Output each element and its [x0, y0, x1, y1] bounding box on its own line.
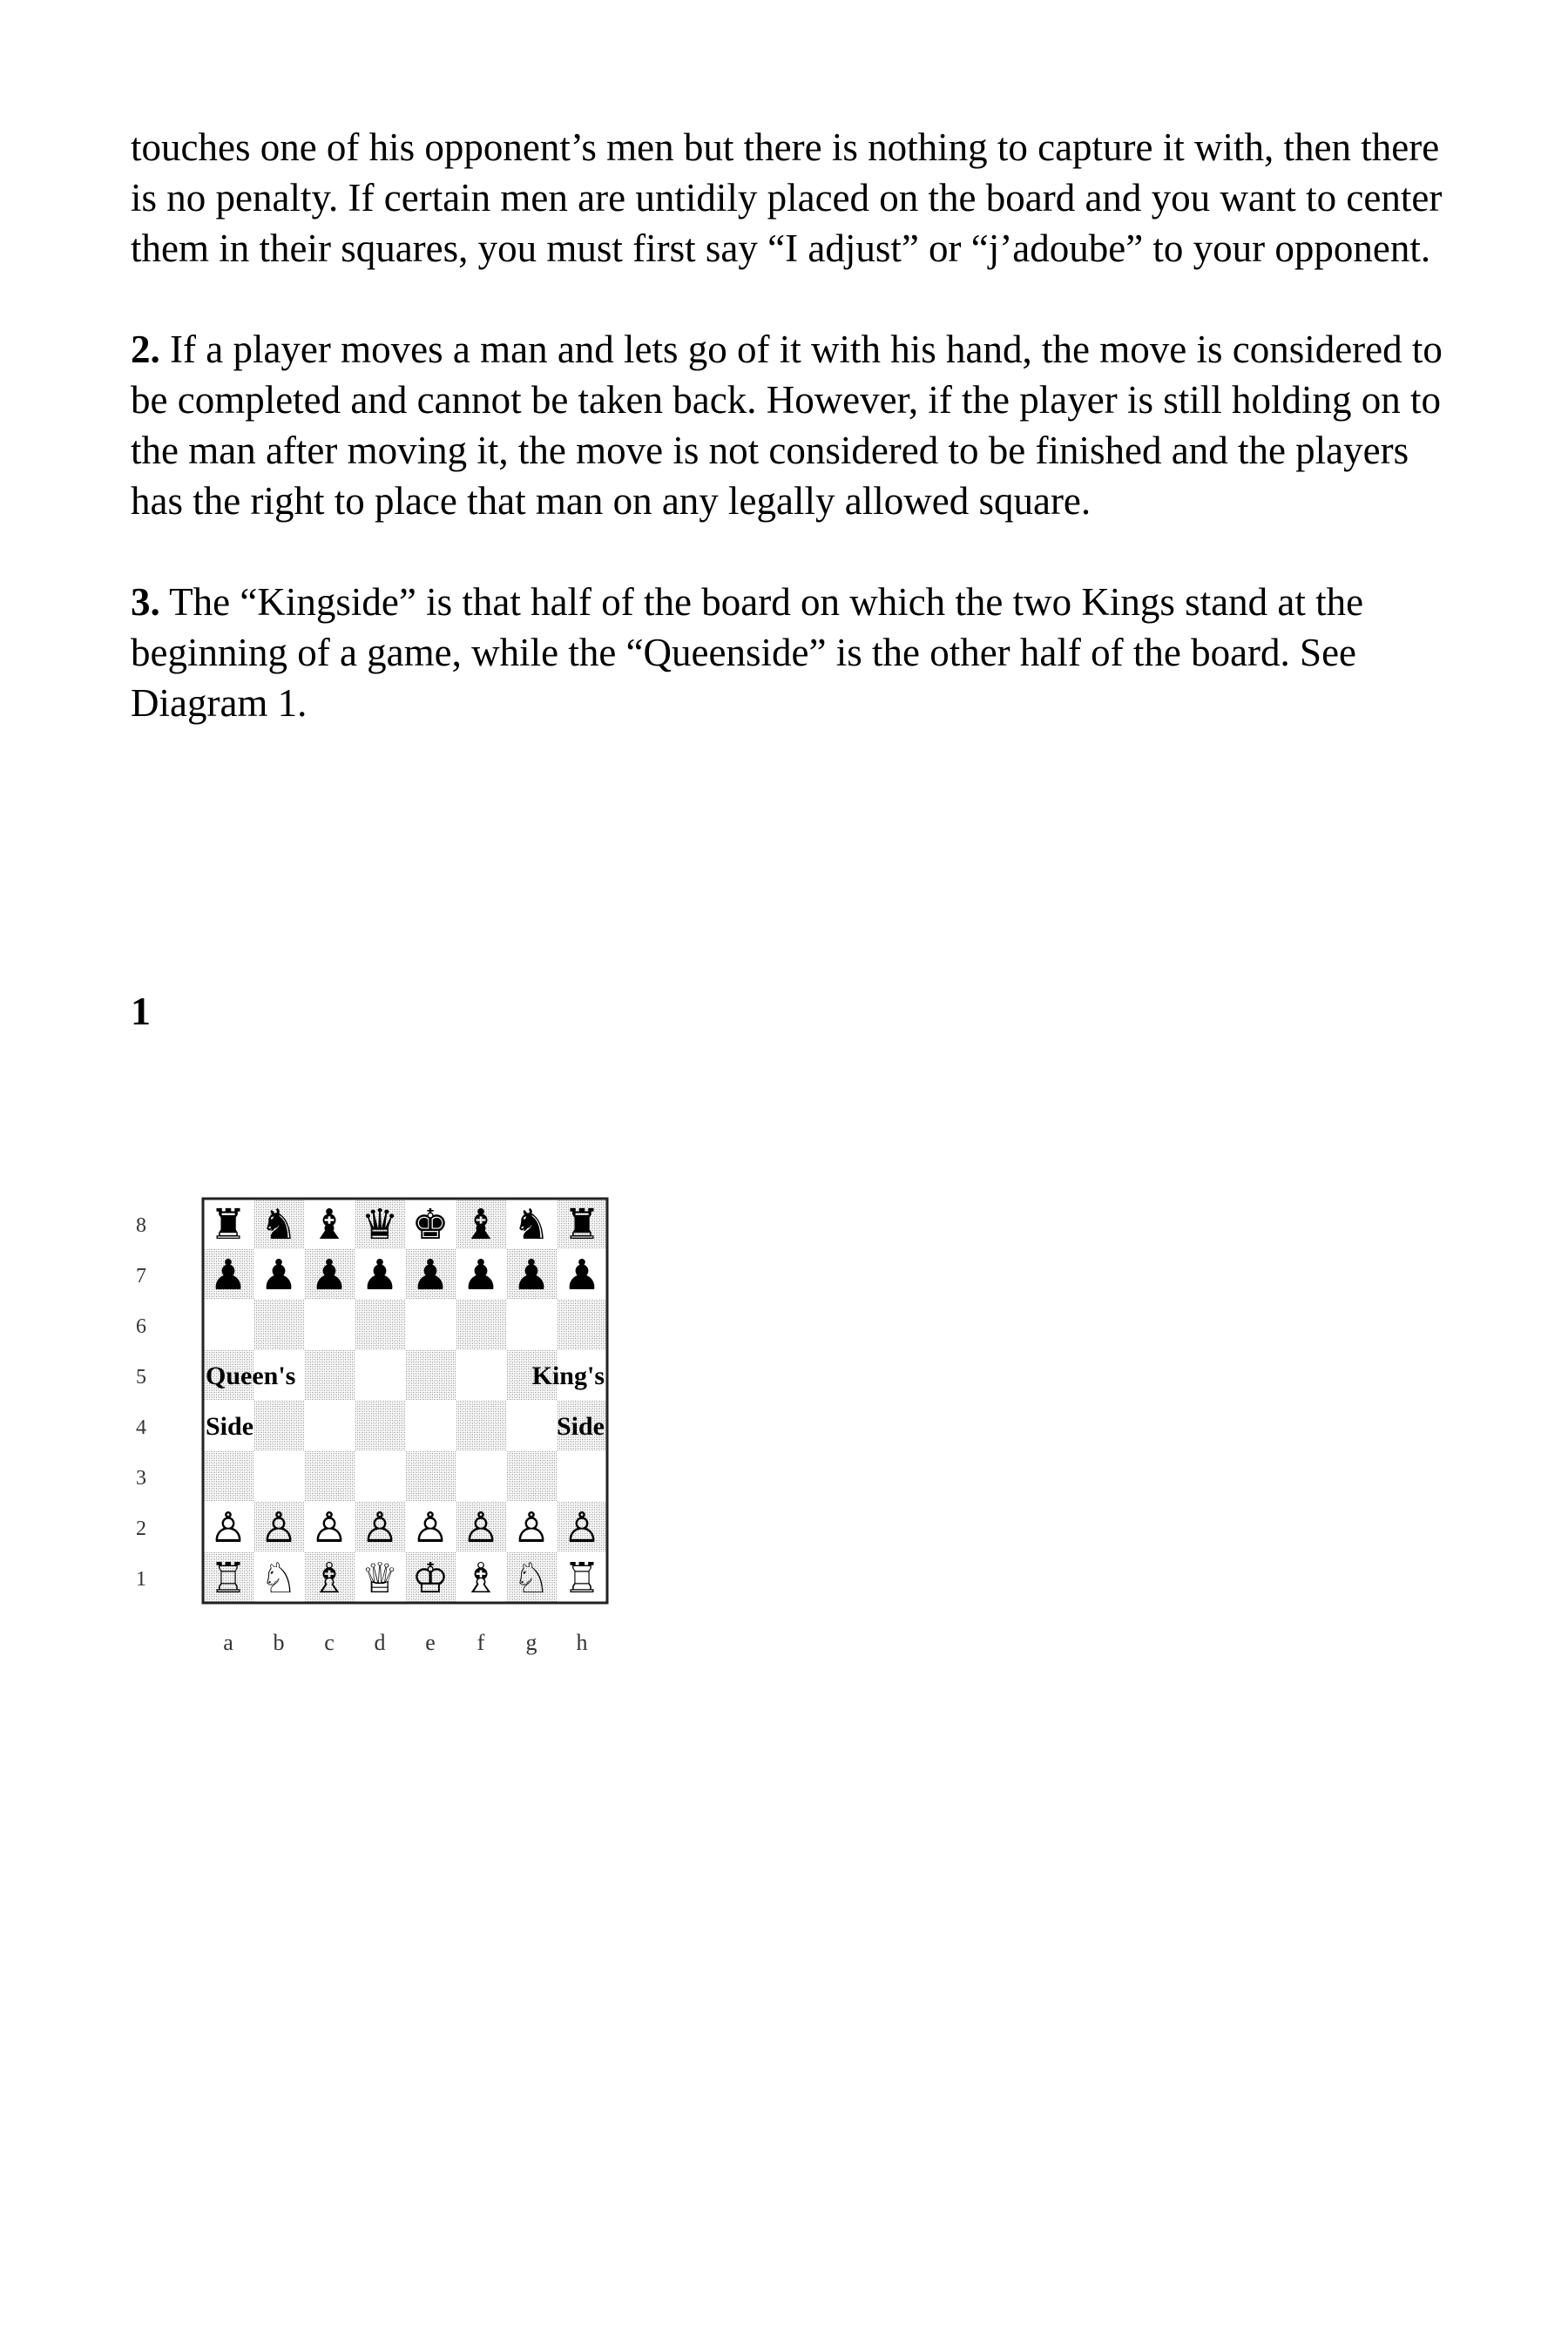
light-square — [203, 1300, 253, 1350]
rank-label: 7 — [136, 1265, 146, 1288]
black-pawn-icon: ♟ — [462, 1251, 500, 1300]
rank-label: 2 — [136, 1517, 146, 1540]
file-label: f — [476, 1630, 485, 1655]
light-square — [355, 1350, 405, 1401]
rank-label: 1 — [136, 1568, 146, 1591]
paragraph-3 — [131, 577, 1455, 728]
dark-square — [456, 1300, 506, 1350]
file-label: b — [273, 1630, 285, 1655]
black-king-icon: ♚ — [411, 1200, 449, 1249]
black-pawn-icon: ♟ — [361, 1251, 399, 1300]
black-bishop-icon: ♝ — [462, 1200, 500, 1249]
black-knight-icon: ♞ — [512, 1200, 551, 1249]
chess-diagram — [122, 1185, 645, 1668]
dark-square — [304, 1350, 355, 1401]
rank-label: 4 — [136, 1416, 146, 1439]
paragraph-text: The “Kingside” is that half of the board on which the two Kings stand at the beginning of a game, while the “Queenside” is the other half of the board. See Diagram 1. — [131, 580, 1364, 725]
rank-label: 6 — [136, 1315, 146, 1338]
dark-square — [405, 1451, 456, 1502]
light-square — [405, 1300, 456, 1350]
dark-square — [355, 1300, 405, 1350]
file-label: d — [374, 1630, 386, 1655]
black-queen-icon: ♛ — [361, 1200, 399, 1249]
white-knight-icon: ♘ — [260, 1554, 298, 1603]
black-pawn-icon: ♟ — [563, 1251, 601, 1300]
white-rook-icon: ♖ — [209, 1554, 247, 1603]
black-bishop-icon: ♝ — [310, 1200, 348, 1249]
white-pawn-icon: ♙ — [411, 1504, 449, 1552]
chess-board-figure — [122, 1185, 645, 1664]
queens-side-label-line-2: Side — [206, 1412, 254, 1441]
white-queen-icon: ♕ — [361, 1554, 399, 1603]
black-rook-icon: ♜ — [209, 1200, 247, 1249]
black-pawn-icon: ♟ — [260, 1251, 298, 1300]
paragraph-1 — [131, 122, 1455, 274]
kings-side-label-line-2: Side — [556, 1412, 605, 1441]
black-pawn-icon: ♟ — [209, 1251, 247, 1300]
light-square — [456, 1350, 506, 1401]
black-pawn-icon: ♟ — [512, 1251, 551, 1300]
white-king-icon: ♔ — [411, 1554, 449, 1603]
dark-square — [456, 1401, 506, 1451]
white-pawn-icon: ♙ — [563, 1504, 601, 1552]
file-label: e — [425, 1630, 436, 1655]
light-square — [557, 1451, 607, 1502]
white-pawn-icon: ♙ — [462, 1504, 500, 1552]
dark-square — [506, 1451, 557, 1502]
white-bishop-icon: ♗ — [310, 1554, 348, 1603]
black-rook-icon: ♜ — [563, 1200, 601, 1249]
white-pawn-icon: ♙ — [310, 1504, 348, 1552]
body-text — [131, 122, 1455, 779]
file-label: h — [576, 1630, 588, 1655]
white-pawn-icon: ♙ — [260, 1504, 298, 1552]
dark-square — [355, 1401, 405, 1451]
white-pawn-icon: ♙ — [512, 1504, 551, 1552]
white-pawn-icon: ♙ — [361, 1504, 399, 1552]
rank-label: 3 — [136, 1467, 146, 1490]
paragraph-number: 3. — [131, 580, 160, 624]
white-knight-icon: ♘ — [512, 1554, 551, 1603]
dark-square — [557, 1300, 607, 1350]
black-knight-icon: ♞ — [260, 1200, 298, 1249]
paragraph-2 — [131, 324, 1455, 526]
dark-square — [405, 1350, 456, 1401]
rank-label: 5 — [136, 1366, 146, 1389]
light-square — [405, 1401, 456, 1451]
queens-side-label-line-1: Queen's — [206, 1362, 296, 1390]
light-square — [253, 1451, 304, 1502]
dark-square — [253, 1401, 304, 1451]
white-rook-icon: ♖ — [563, 1554, 601, 1603]
file-label: a — [223, 1630, 233, 1655]
paragraph-text: touches one of his opponent’s men but there is nothing to capture it with, then there is no penalty. If certain men are untidily placed on the board and you want to center them in their squares, you must first say “I adjust” or “j’adoube” to your opponent. — [131, 125, 1443, 270]
light-square — [456, 1451, 506, 1502]
light-square — [506, 1300, 557, 1350]
black-pawn-icon: ♟ — [411, 1251, 449, 1300]
dark-square — [304, 1451, 355, 1502]
file-label: g — [525, 1630, 537, 1655]
diagram-number: 1 — [131, 989, 151, 1033]
black-pawn-icon: ♟ — [310, 1251, 348, 1300]
light-square — [304, 1401, 355, 1451]
dark-square — [253, 1300, 304, 1350]
light-square — [506, 1401, 557, 1451]
paragraph-text: If a player moves a man and lets go of it with his hand, the move is considered to be completed and cannot be taken back. However, if the player is still holding on to the man after moving it, the move is not considered to be finished and the players has the right to place that man on any legally allowed square. — [131, 328, 1443, 523]
dark-square — [203, 1451, 253, 1502]
light-square — [304, 1300, 355, 1350]
light-square — [355, 1451, 405, 1502]
white-bishop-icon: ♗ — [462, 1554, 500, 1603]
kings-side-label-line-1: King's — [531, 1362, 605, 1390]
white-pawn-icon: ♙ — [209, 1504, 247, 1552]
file-label: c — [324, 1630, 335, 1655]
paragraph-number: 2. — [131, 328, 160, 371]
rank-label: 8 — [136, 1214, 146, 1237]
